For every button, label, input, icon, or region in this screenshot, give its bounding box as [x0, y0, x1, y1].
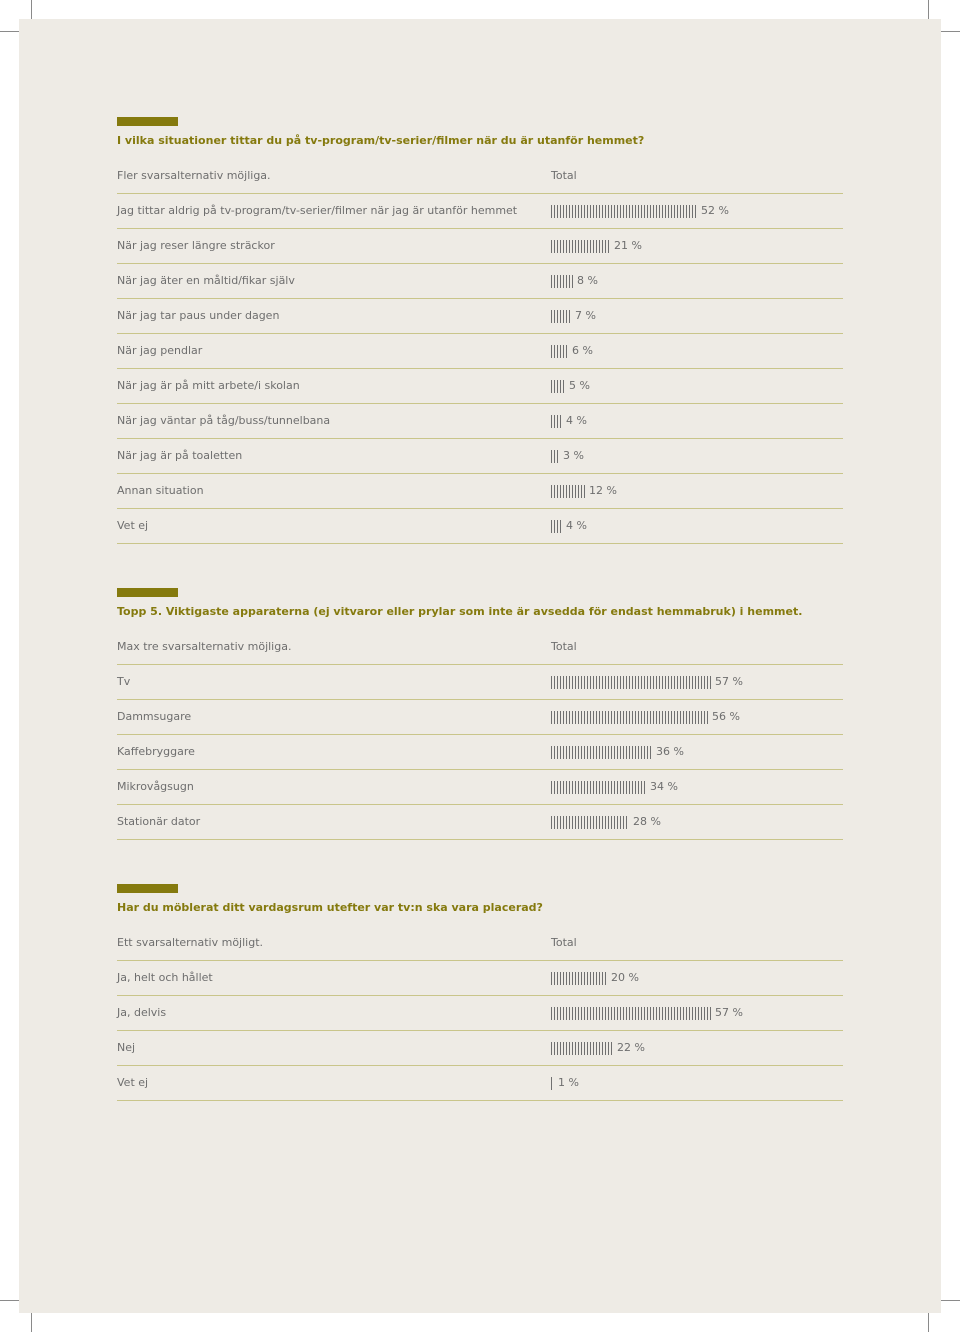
row-percent: 52 %	[701, 204, 729, 217]
result-row	[117, 508, 843, 543]
row-value	[551, 194, 729, 228]
crop-mark	[938, 1300, 960, 1301]
survey-section-situations	[117, 117, 843, 544]
row-value	[551, 229, 642, 263]
row-label: När jag väntar på tåg/buss/tunnelbana	[117, 414, 331, 427]
row-label: När jag är på toaletten	[117, 449, 243, 462]
row-percent: 4 %	[566, 519, 587, 532]
percent-bar	[551, 205, 697, 218]
row-percent: 57 %	[715, 1006, 743, 1019]
row-percent: 28 %	[633, 815, 661, 828]
row-percent: 20 %	[611, 971, 639, 984]
section-question: Har du möblerat ditt vardagsrum utefter var tv:n ska vara placerad?	[117, 901, 543, 914]
result-table	[117, 960, 843, 1101]
result-row	[117, 960, 843, 995]
result-row	[117, 333, 843, 368]
result-row	[117, 995, 843, 1030]
row-value	[551, 369, 590, 403]
row-value	[551, 735, 684, 769]
percent-bar	[551, 972, 607, 985]
percent-bar	[551, 380, 565, 393]
row-percent: 3 %	[563, 449, 584, 462]
row-label: Vet ej	[117, 519, 149, 532]
row-label: Kaffebryggare	[117, 745, 195, 758]
section-note: Ett svarsalternativ möjligt.	[117, 936, 264, 949]
row-label: Ja, helt och hållet	[117, 971, 213, 984]
crop-mark	[938, 31, 960, 32]
row-percent: 1 %	[558, 1076, 579, 1089]
row-percent: 36 %	[656, 745, 684, 758]
row-percent: 12 %	[589, 484, 617, 497]
row-value	[551, 299, 596, 333]
row-label: Mikrovågsugn	[117, 780, 194, 793]
percent-bar	[551, 1077, 554, 1090]
section-accent-bar	[117, 117, 178, 126]
result-row	[117, 438, 843, 473]
row-label: När jag är på mitt arbete/i skolan	[117, 379, 300, 392]
row-label: Tv	[117, 675, 131, 688]
percent-bar	[551, 1042, 613, 1055]
percent-bar	[551, 711, 708, 724]
percent-bar	[551, 816, 629, 829]
total-column-label: Total	[551, 936, 577, 949]
row-value	[551, 805, 661, 839]
row-value	[551, 264, 598, 298]
crop-mark	[31, 1310, 32, 1332]
row-label: När jag pendlar	[117, 344, 203, 357]
result-row	[117, 804, 843, 839]
section-header-row	[117, 926, 843, 960]
row-value	[551, 439, 584, 473]
percent-bar	[551, 746, 652, 759]
result-row	[117, 473, 843, 508]
result-row	[117, 228, 843, 263]
percent-bar	[551, 415, 562, 428]
result-row	[117, 263, 843, 298]
document-page	[19, 19, 941, 1313]
row-percent: 7 %	[575, 309, 596, 322]
row-percent: 6 %	[572, 344, 593, 357]
percent-bar	[551, 520, 562, 533]
section-note: Max tre svarsalternativ möjliga.	[117, 640, 292, 653]
result-row	[117, 1030, 843, 1065]
result-row	[117, 664, 843, 699]
row-value	[551, 509, 587, 543]
section-note: Fler svarsalternativ möjliga.	[117, 169, 271, 182]
row-percent: 5 %	[569, 379, 590, 392]
row-value	[551, 996, 743, 1030]
row-percent: 8 %	[577, 274, 598, 287]
section-header-row	[117, 159, 843, 193]
percent-bar	[551, 275, 573, 288]
percent-bar	[551, 1007, 711, 1020]
row-value	[551, 961, 639, 995]
row-percent: 56 %	[712, 710, 740, 723]
total-column-label: Total	[551, 640, 577, 653]
section-accent-bar	[117, 588, 178, 597]
result-table	[117, 193, 843, 544]
row-percent: 21 %	[614, 239, 642, 252]
row-value	[551, 1066, 579, 1100]
percent-bar	[551, 485, 585, 498]
row-label: När jag reser längre sträckor	[117, 239, 275, 252]
row-value	[551, 334, 593, 368]
row-value	[551, 770, 678, 804]
percent-bar	[551, 676, 711, 689]
section-accent-bar	[117, 884, 178, 893]
result-table	[117, 664, 843, 840]
row-label: Dammsugare	[117, 710, 192, 723]
result-row	[117, 403, 843, 438]
result-row	[117, 298, 843, 333]
row-label: Vet ej	[117, 1076, 149, 1089]
row-label: Annan situation	[117, 484, 204, 497]
section-header-row	[117, 630, 843, 664]
percent-bar	[551, 310, 571, 323]
survey-section-appliances	[117, 588, 843, 840]
result-row	[117, 193, 843, 228]
result-row	[117, 1065, 843, 1100]
percent-bar	[551, 450, 559, 463]
row-percent: 4 %	[566, 414, 587, 427]
result-row	[117, 769, 843, 804]
row-value	[551, 700, 740, 734]
row-percent: 34 %	[650, 780, 678, 793]
row-label: När jag tar paus under dagen	[117, 309, 280, 322]
row-label: Ja, delvis	[117, 1006, 167, 1019]
row-percent: 57 %	[715, 675, 743, 688]
section-question: Topp 5. Viktigaste apparaterna (ej vitvaror eller prylar som inte är avsedda för endast hemmabruk) i hemmet.	[117, 605, 803, 618]
row-value	[551, 404, 587, 438]
crop-mark	[928, 1310, 929, 1332]
total-column-label: Total	[551, 169, 577, 182]
result-row	[117, 734, 843, 769]
survey-section-living-room	[117, 884, 843, 1101]
row-value	[551, 474, 617, 508]
row-percent: 22 %	[617, 1041, 645, 1054]
row-label: Jag tittar aldrig på tv-program/tv-serier/filmer när jag är utanför hemmet	[117, 204, 518, 217]
percent-bar	[551, 781, 646, 794]
row-value	[551, 1031, 645, 1065]
row-label: Nej	[117, 1041, 136, 1054]
section-question: I vilka situationer tittar du på tv-program/tv-serier/filmer när du är utanför hemmet?	[117, 134, 645, 147]
row-label: Stationär dator	[117, 815, 201, 828]
row-value	[551, 665, 743, 699]
row-label: När jag äter en måltid/fikar själv	[117, 274, 295, 287]
percent-bar	[551, 240, 610, 253]
percent-bar	[551, 345, 568, 358]
result-row	[117, 368, 843, 403]
result-row	[117, 699, 843, 734]
